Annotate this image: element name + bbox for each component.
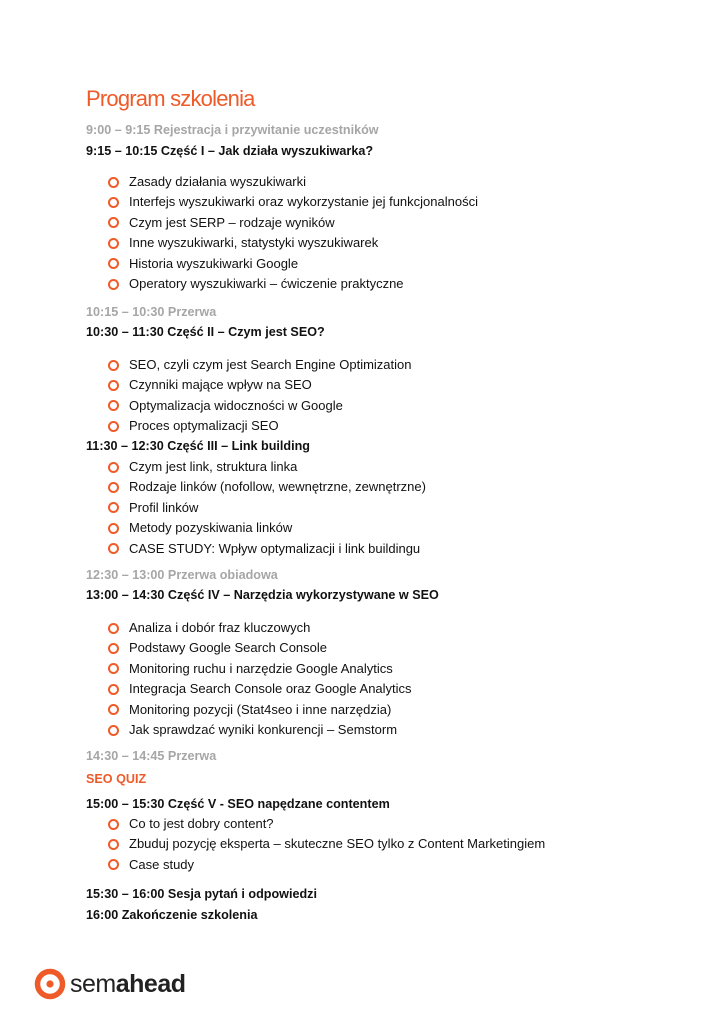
list-item: Integracja Search Console oraz Google Analytics: [108, 679, 412, 699]
part4-list: [108, 618, 412, 740]
list-item: Rodzaje linków (nofollow, wewnętrzne, zewnętrzne): [108, 477, 426, 497]
part5-heading: 15:00 – 15:30 Część V - SEO napędzane contentem: [86, 797, 390, 811]
list-item: Historia wyszukiwarki Google: [108, 254, 478, 274]
qa-session: 15:30 – 16:00 Sesja pytań i odpowiedzi: [86, 887, 317, 901]
list-item: Czynniki mające wpływ na SEO: [108, 375, 412, 395]
list-item: Inne wyszukiwarki, statystyki wyszukiwarek: [108, 233, 478, 253]
semahead-logo: [34, 968, 186, 1000]
list-item: Proces optymalizacji SEO: [108, 416, 412, 436]
list-item: Profil linków: [108, 498, 426, 518]
part2-list: [108, 355, 412, 437]
logo-wordmark: semahead: [70, 969, 186, 998]
list-item: Zbuduj pozycję eksperta – skuteczne SEO tylko z Content Marketingiem: [108, 834, 545, 854]
list-item: Optymalizacja widoczności w Google: [108, 396, 412, 416]
circle-ring-icon: [108, 819, 119, 830]
circle-ring-icon: [108, 217, 119, 228]
circle-ring-icon: [108, 623, 119, 634]
list-item: Czym jest link, struktura linka: [108, 457, 426, 477]
circle-ring-icon: [108, 523, 119, 534]
list-item: Czym jest SERP – rodzaje wyników: [108, 213, 478, 233]
circle-ring-icon: [108, 380, 119, 391]
list-item: SEO, czyli czym jest Search Engine Optimization: [108, 355, 412, 375]
circle-ring-icon: [108, 684, 119, 695]
circle-ring-icon: [108, 238, 119, 249]
list-item: Jak sprawdzać wyniki konkurencji – Semstorm: [108, 720, 412, 740]
circle-ring-icon: [108, 177, 119, 188]
list-item: Interfejs wyszukiwarki oraz wykorzystanie jej funkcjonalności: [108, 192, 478, 212]
part5-list: [108, 814, 545, 875]
list-item: Operatory wyszukiwarki – ćwiczenie praktyczne: [108, 274, 478, 294]
part3-list: [108, 457, 426, 559]
semahead-logo-icon: [34, 968, 66, 1000]
part4-heading: 13:00 – 14:30 Część IV – Narzędzia wykorzystywane w SEO: [86, 588, 439, 602]
list-item: Podstawy Google Search Console: [108, 638, 412, 658]
circle-ring-icon: [108, 421, 119, 432]
circle-ring-icon: [108, 502, 119, 513]
circle-ring-icon: [108, 197, 119, 208]
training-end: 16:00 Zakończenie szkolenia: [86, 908, 258, 922]
list-item: Analiza i dobór fraz kluczowych: [108, 618, 412, 638]
circle-ring-icon: [108, 725, 119, 736]
schedule-break-2: 14:30 – 14:45 Przerwa: [86, 749, 217, 763]
circle-ring-icon: [108, 643, 119, 654]
circle-ring-icon: [108, 462, 119, 473]
circle-ring-icon: [108, 400, 119, 411]
list-item: CASE STUDY: Wpływ optymalizacji i link buildingu: [108, 539, 426, 559]
list-item: Co to jest dobry content?: [108, 814, 545, 834]
list-item: Monitoring pozycji (Stat4seo i inne narzędzia): [108, 700, 412, 720]
schedule-break-1: 10:15 – 10:30 Przerwa: [86, 305, 217, 319]
circle-ring-icon: [108, 360, 119, 371]
page-title: Program szkolenia: [86, 86, 255, 111]
circle-ring-icon: [108, 482, 119, 493]
list-item: Case study: [108, 855, 545, 875]
circle-ring-icon: [108, 859, 119, 870]
circle-ring-icon: [108, 258, 119, 269]
part1-list: [108, 172, 478, 294]
part2-heading: 10:30 – 11:30 Część II – Czym jest SEO?: [86, 325, 325, 339]
schedule-registration: 9:00 – 9:15 Rejestracja i przywitanie uczestników: [86, 123, 379, 137]
list-item: Zasady działania wyszukiwarki: [108, 172, 478, 192]
list-item: Monitoring ruchu i narzędzie Google Analytics: [108, 659, 412, 679]
circle-ring-icon: [108, 704, 119, 715]
circle-ring-icon: [108, 839, 119, 850]
part1-heading: 9:15 – 10:15 Część I – Jak działa wyszukiwarka?: [86, 144, 374, 158]
circle-ring-icon: [108, 543, 119, 554]
circle-ring-icon: [108, 279, 119, 290]
list-item: Metody pozyskiwania linków: [108, 518, 426, 538]
seo-quiz-heading: SEO QUIZ: [86, 772, 147, 786]
part3-heading: 11:30 – 12:30 Część III – Link building: [86, 439, 310, 453]
circle-ring-icon: [108, 663, 119, 674]
schedule-lunch: 12:30 – 13:00 Przerwa obiadowa: [86, 568, 278, 582]
